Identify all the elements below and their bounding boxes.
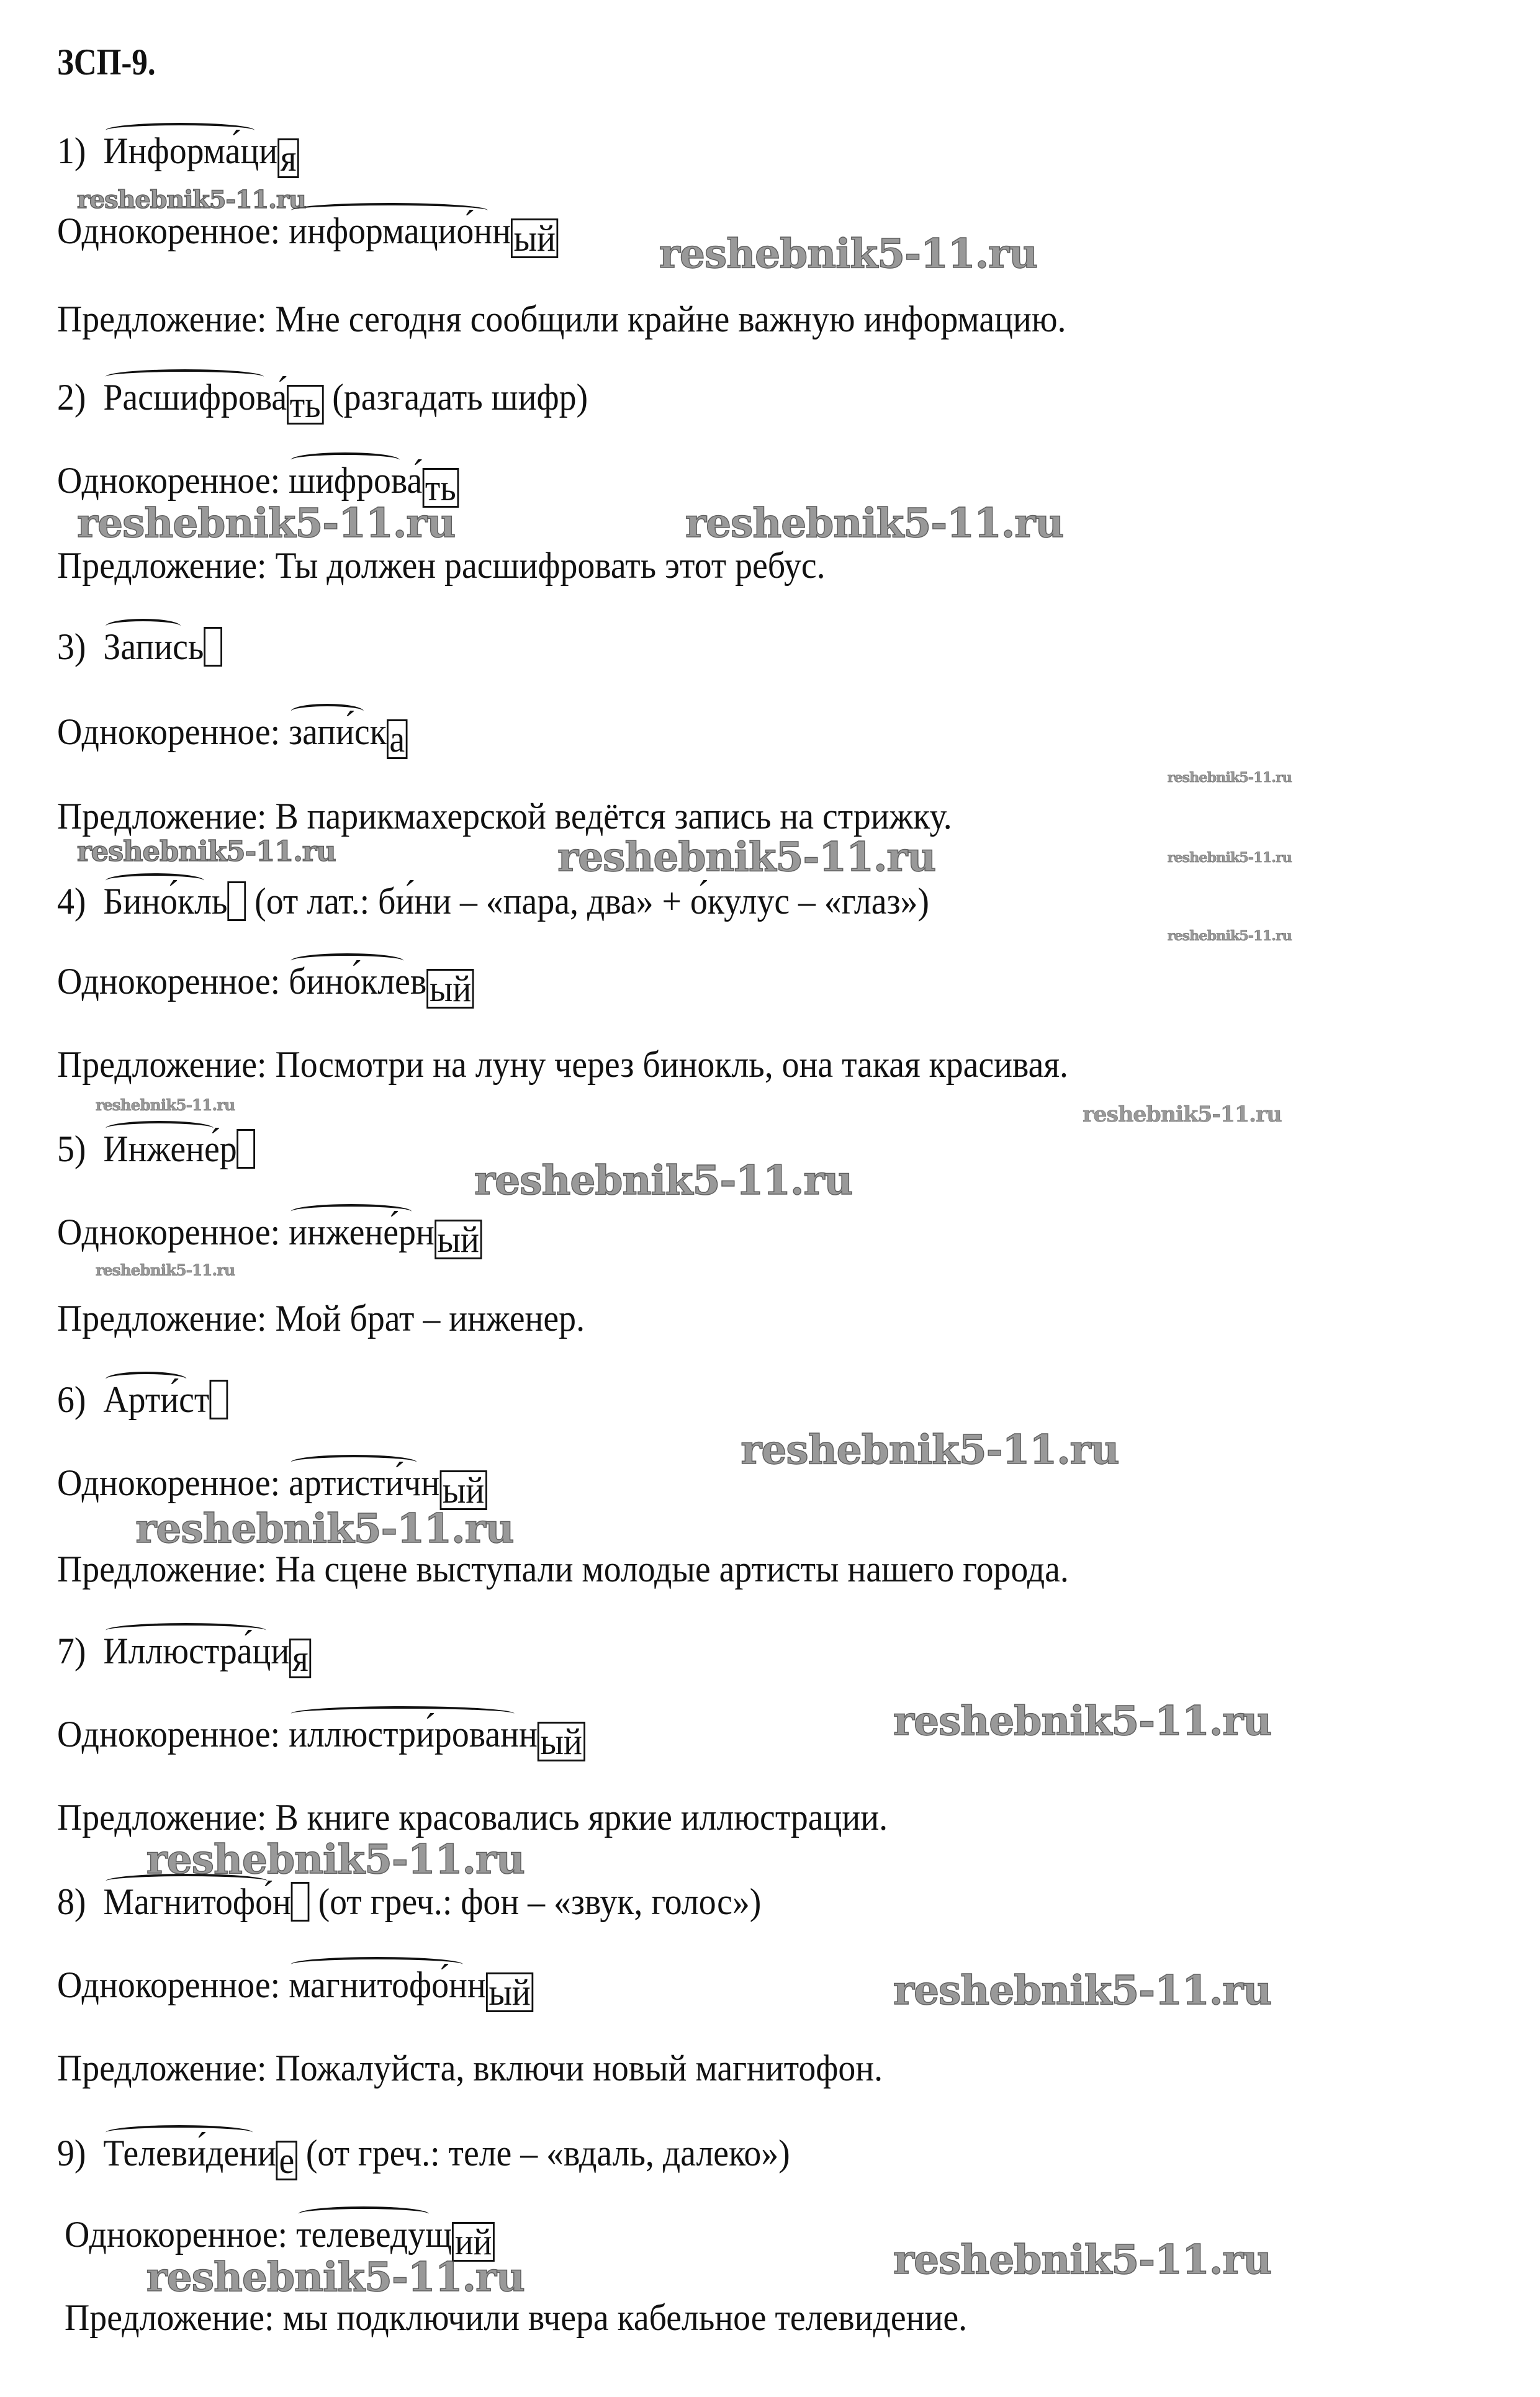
sentence-text: В парикмахерской ведётся запись на стрижку. [275,796,952,837]
watermark: reshebnik5-11.ru [95,1096,235,1115]
related-label: Однокоренное: [57,1212,281,1253]
ending-box [227,881,246,921]
ending-box [209,1380,228,1419]
item-number: 9) [57,2132,86,2174]
sentence-text: Ты должен расшифровать этот ребус. [275,544,826,586]
ending-box: я [277,138,299,178]
word-line [57,879,929,923]
sentence-label: Предложение: [57,2048,267,2089]
watermark: reshebnik5-11.ru [1083,1102,1282,1128]
related-label: Однокоренное: [57,460,281,501]
word-line [57,129,299,178]
related-word-line [57,1461,487,1510]
ending-box [204,627,222,667]
related-word-line [57,1963,533,2012]
sentence-text: Мне сегодня сообщили крайне важную информацию. [275,298,1066,340]
word-line [57,1629,311,1678]
ending-box: ть [287,385,323,425]
ending-box [291,1882,310,1922]
sentence-line [57,297,1066,341]
item-number: 4) [57,880,86,922]
word-note: (разгадать шифр) [332,377,588,418]
related-label: Однокоренное: [57,1713,281,1755]
watermark: reshebnik5-11.ru [135,1504,514,1552]
sentence-label: Предложение: [57,298,267,340]
related-word-line [57,960,474,1009]
ending-box: ый [435,1220,482,1259]
watermark: reshebnik5-11.ru [1167,769,1292,786]
watermark: reshebnik5-11.ru [77,185,306,214]
watermark: reshebnik5-11.ru [893,1967,1272,2015]
item-number: 3) [57,626,86,668]
ending-box: а [387,719,408,759]
related-word-line [57,1712,585,1761]
related-label: Однокоренное: [57,1964,281,2006]
watermark: reshebnik5-11.ru [893,2236,1272,2284]
sentence-label: Предложение: [57,1796,267,1838]
word-stem: Арти́ст [103,1379,210,1421]
item-number: 8) [57,1881,86,1923]
related-stem: бино́клев [289,960,427,1002]
ending-box: я [289,1639,311,1678]
sentence-line [57,544,826,587]
word-stem: Инжене́р [103,1128,237,1170]
ending-box: ый [538,1722,585,1761]
word-line [57,1127,255,1171]
word-stem: Бино́кль [103,880,228,922]
related-stem: шифрова́ [289,460,423,501]
sentence-line [57,794,952,838]
watermark: reshebnik5-11.ru [893,1698,1272,1745]
sentence-label: Предложение: [57,1043,267,1085]
watermark: reshebnik5-11.ru [146,2253,525,2301]
word-line [57,2131,790,2180]
watermark: reshebnik5-11.ru [1167,928,1292,945]
related-stem: запи́ск [289,711,387,752]
ending-box: ый [511,218,559,258]
ending-box: ый [486,1972,534,2012]
sentence-text: В книге красовались яркие иллюстрации. [275,1796,888,1838]
watermark: reshebnik5-11.ru [77,835,336,868]
related-label: Однокоренное: [57,711,281,752]
watermark: reshebnik5-11.ru [557,834,936,881]
word-stem: Расшифрова́ [103,377,287,418]
word-note: (от греч.: теле – «вдаль, далеко») [305,2132,790,2174]
sentence-label: Предложение: [57,544,267,586]
word-stem: Магнитофо́н [103,1881,291,1923]
ending-box: е [276,2141,297,2180]
related-word-line [57,1210,482,1259]
related-word-line [57,710,408,759]
item-number: 2) [57,377,86,418]
ending-box: ый [439,1470,487,1510]
related-label: Однокоренное: [57,1462,281,1504]
sentence-label: Предложение: [57,1298,267,1339]
sentence-label: Предложение: [57,796,267,837]
related-label: Однокоренное: [57,960,281,1002]
sentence-line [57,1297,585,1340]
word-line [57,625,222,668]
sentence-label: Предложение: [57,1549,267,1590]
related-stem: телеведущ [296,2214,453,2255]
page-title: ЗСП-9. [57,42,156,83]
sentence-text: Пожалуйста, включи новый магнитофон. [275,2048,883,2089]
sentence-line [65,2296,967,2339]
related-stem: магнитофо́нн [289,1964,486,2006]
item-number: 7) [57,1630,86,1671]
related-stem: инжене́рн [289,1212,435,1253]
sentence-text: На сцене выступали молодые артисты нашего города. [275,1549,1069,1590]
word-stem: Телеви́дени [103,2132,276,2174]
watermark: reshebnik5-11.ru [741,1426,1119,1474]
sentence-line [57,1796,888,1839]
word-line [57,1880,761,1923]
watermark: reshebnik5-11.ru [95,1261,235,1279]
ending-box: ть [422,468,459,508]
related-stem: информацио́нн [289,210,511,252]
watermark: reshebnik5-11.ru [77,499,456,547]
related-stem: иллюстри́рованн [289,1713,538,1755]
watermark: reshebnik5-11.ru [1167,849,1292,866]
watermark: reshebnik5-11.ru [474,1157,853,1205]
watermark: reshebnik5-11.ru [659,230,1038,277]
watermark: reshebnik5-11.ru [685,499,1064,547]
related-stem: артисти́чн [289,1462,440,1504]
ending-box [237,1129,256,1169]
sentence-label: Предложение: [65,2297,274,2339]
related-label: Однокоренное: [57,210,281,252]
word-stem: Запись [103,626,204,668]
item-number: 6) [57,1379,86,1421]
sentence-line [57,2046,883,2090]
ending-box: ий [452,2222,495,2262]
word-stem: Информа́ци [103,130,278,172]
item-number: 5) [57,1128,86,1170]
word-line [57,376,588,425]
watermark: reshebnik5-11.ru [146,1836,525,1884]
word-stem: Иллюстра́ци [103,1630,290,1671]
sentence-text: Мой брат – инженер. [275,1298,585,1339]
item-number: 1) [57,130,86,172]
sentence-line [57,1547,1069,1591]
word-note: (от греч.: фон – «звук, голос») [318,1881,762,1923]
word-line [57,1378,228,1421]
word-note: (от лат.: би́ни – «пара, два» + о́кулус – «глаз») [254,880,929,922]
sentence-line [57,1043,1068,1086]
sentence-text: мы подключили вчера кабельное телевидение. [282,2297,968,2339]
related-label: Однокоренное: [65,2214,288,2255]
related-word-line [57,209,559,258]
sentence-text: Посмотри на луну через бинокль, она такая красивая. [275,1043,1069,1085]
ending-box: ый [426,969,474,1009]
